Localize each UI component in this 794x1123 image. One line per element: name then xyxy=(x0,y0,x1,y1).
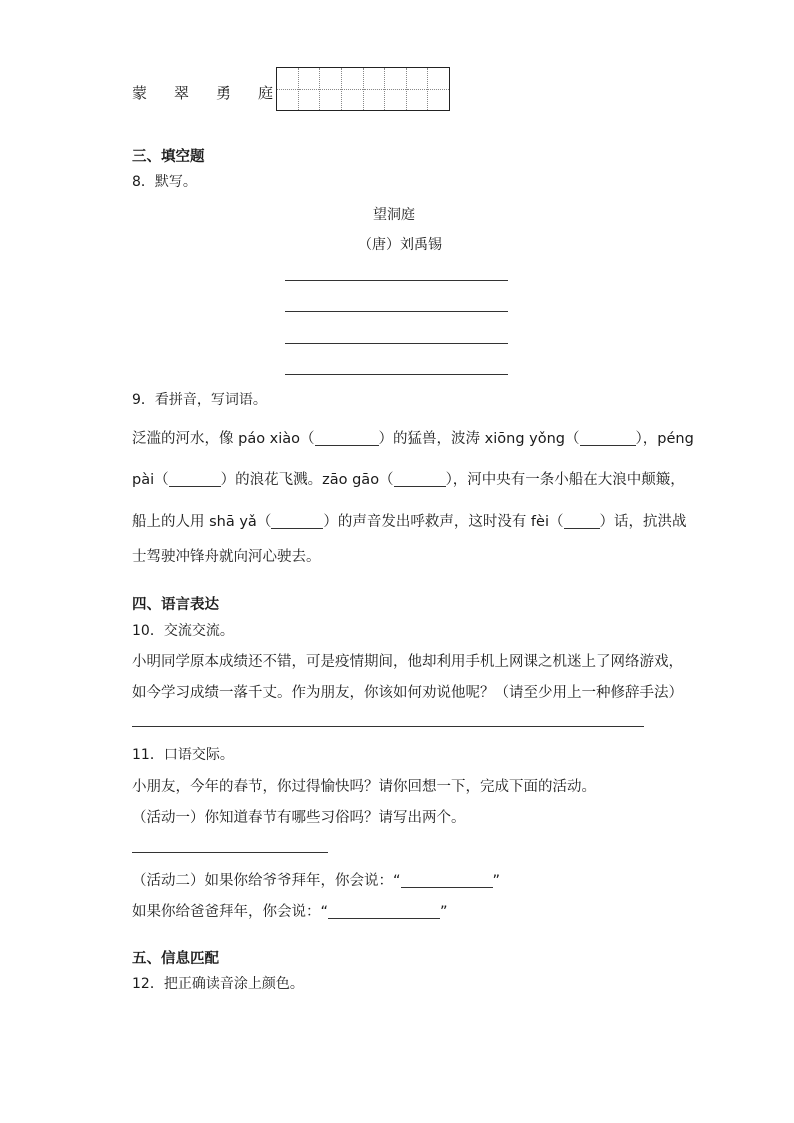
grid-cell[interactable] xyxy=(364,68,386,110)
char-yong: 勇 xyxy=(216,84,232,102)
q9-line-2 xyxy=(132,468,685,489)
q10-answer-line[interactable] xyxy=(132,726,644,727)
q11-activity-2 xyxy=(132,869,500,890)
q9-line-1 xyxy=(132,427,694,448)
writing-grid[interactable] xyxy=(276,67,450,111)
q11-text: ” xyxy=(492,873,501,889)
grid-cell[interactable] xyxy=(407,68,429,110)
q10-text-2: 如今学习成绩一落千丈。作为朋友，你该如何劝说他呢？（请至少用上一种修辞手法） xyxy=(132,685,683,701)
poem-title: 望洞庭 xyxy=(373,207,415,223)
grid-cell[interactable] xyxy=(299,68,321,110)
section4-title: 四、语言表达 xyxy=(132,597,219,613)
q9-text: ）的浪花飞溅。zāo gāo（ xyxy=(220,472,394,488)
answer-blank[interactable] xyxy=(580,431,636,447)
section5-title: 五、信息匹配 xyxy=(132,951,219,967)
q9-label: 9．看拼音，写词语。 xyxy=(132,392,267,408)
q10-label: 10．交流交流。 xyxy=(132,623,234,639)
q9-text: ），péng xyxy=(635,431,694,447)
grid-cell[interactable] xyxy=(385,68,407,110)
q9-text: ）话，抗洪战 xyxy=(599,514,687,530)
q9-text: ）的声音发出呼救声，这时没有 fèi（ xyxy=(323,514,564,530)
answer-blank[interactable] xyxy=(328,904,440,920)
char-cui: 翠 xyxy=(174,84,190,102)
q9-text: 泛滥的河水，像 páo xiào（ xyxy=(132,431,315,447)
q11-text: （活动二）如果你给爷爷拜年，你会说：“ xyxy=(132,873,401,889)
poem-line-3[interactable] xyxy=(285,343,508,344)
char-meng: 蒙 xyxy=(132,84,148,102)
char-ting: 庭 xyxy=(258,84,274,102)
q12-label: 12．把正确读音涂上颜色。 xyxy=(132,976,304,992)
grid-cell[interactable] xyxy=(320,68,342,110)
poem-author: （唐）刘禹锡 xyxy=(358,237,442,253)
q11-text: ” xyxy=(440,904,448,920)
q11-activity-1-line[interactable] xyxy=(132,852,328,853)
q8-label: 8．默写。 xyxy=(132,174,197,190)
q11-intro: 小朋友，今年的春节，你过得愉快吗？请你回想一下，完成下面的活动。 xyxy=(132,779,596,795)
q10-text-1: 小明同学原本成绩还不错，可是疫情期间，他却利用手机上网课之机迷上了网络游戏， xyxy=(132,654,683,670)
poem-line-1[interactable] xyxy=(285,280,508,281)
q9-line-3 xyxy=(132,510,687,531)
answer-blank[interactable] xyxy=(564,514,600,530)
answer-blank[interactable] xyxy=(169,472,221,488)
answer-blank[interactable] xyxy=(401,873,493,889)
q11-activity-1: （活动一）你知道春节有哪些习俗吗？请写出两个。 xyxy=(132,810,466,826)
q11-activity-3 xyxy=(132,900,448,921)
answer-blank[interactable] xyxy=(315,431,379,447)
q11-label: 11．口语交际。 xyxy=(132,747,234,763)
poem-line-2[interactable] xyxy=(285,311,508,312)
q9-text: ）的猛兽，波涛 xiōng yǒng（ xyxy=(378,431,580,447)
grid-cell[interactable] xyxy=(342,68,364,110)
q9-text: ），河中央有一条小船在大浪中颠簸， xyxy=(445,472,685,488)
q9-text: 船上的人用 shā yǎ（ xyxy=(132,514,272,530)
grid-cell[interactable] xyxy=(428,68,449,110)
poem-line-4[interactable] xyxy=(285,374,508,375)
q9-line-4: 士驾驶冲锋舟就向河心驶去。 xyxy=(132,549,321,565)
section3-title: 三、填空题 xyxy=(132,149,205,165)
grid-cell[interactable] xyxy=(277,68,299,110)
q9-text: pài（ xyxy=(132,472,169,488)
q11-text: 如果你给爸爸拜年，你会说：“ xyxy=(132,904,329,920)
answer-blank[interactable] xyxy=(271,514,323,530)
answer-blank[interactable] xyxy=(394,472,446,488)
